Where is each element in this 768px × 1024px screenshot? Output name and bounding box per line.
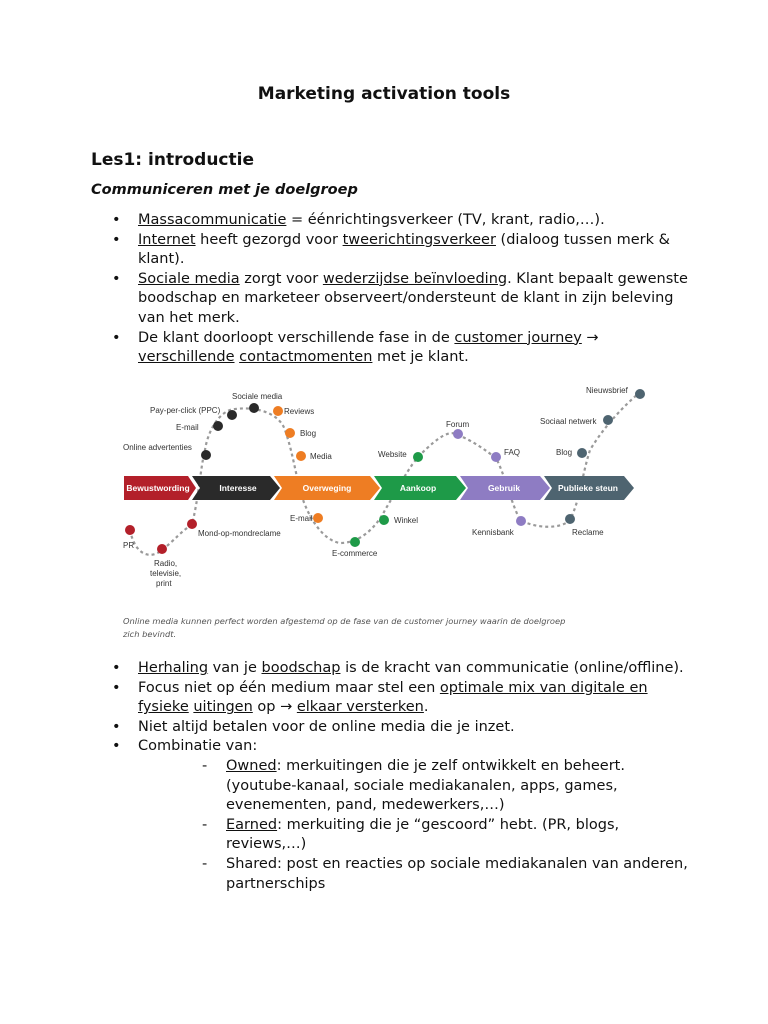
touchpoint-dot xyxy=(125,525,135,535)
item-text: De klant doorloopt verschillende fase in de xyxy=(138,329,455,346)
bullet-symbol: • xyxy=(112,679,121,696)
touchpoint-dot xyxy=(453,429,463,439)
touchpoint-dot xyxy=(273,406,283,416)
touchpoint-dot xyxy=(491,452,501,462)
touchpoint-label: televisie, xyxy=(150,569,182,578)
bullet-symbol: • xyxy=(112,212,121,228)
underlined-term: contactmomenten xyxy=(239,349,373,366)
underlined-term: customer journey xyxy=(454,329,582,346)
item-text: is de kracht van communicatie (online/offline). xyxy=(340,660,684,676)
touchpoint-label: Media xyxy=(310,452,332,461)
item-text: : merkuiting die je “gescoord” hebt. (PR, blogs, reviews,…) xyxy=(226,816,620,853)
underlined-term: Sociale media xyxy=(138,270,240,287)
underlined-term: Internet xyxy=(138,231,196,248)
underlined-term: verschillende xyxy=(138,349,235,366)
dash-symbol: - xyxy=(202,816,208,833)
touchpoint-label: Blog xyxy=(300,429,317,438)
caption-line: Online media kunnen perfect worden afgestemd op de fase van de customer journey waarin de doelgroep xyxy=(123,616,566,626)
touchpoint-dot xyxy=(635,389,645,399)
customer-journey-diagram xyxy=(120,380,650,645)
item-text: : merkuitingen die je zelf ontwikkelt en beheert. (youtube-kanaal, sociale mediakanalen, apps, games, evenementen, pand, medewerkers,…) xyxy=(226,757,625,814)
stage-label: Overweging xyxy=(302,483,352,493)
touchpoint-label: Pay-per-click (PPC) xyxy=(150,406,221,415)
bullet-symbol: • xyxy=(112,231,121,248)
touchpoint-dot xyxy=(565,514,575,524)
item-text: Shared: post en reacties op sociale mediakanalen van anderen, partnerschips xyxy=(226,855,688,892)
list-item xyxy=(91,679,691,718)
touchpoint-label: E-mail xyxy=(290,514,313,523)
underlined-term: Owned xyxy=(226,757,277,774)
stage-label: Gebruik xyxy=(487,483,521,493)
touchpoint-dot xyxy=(201,450,211,460)
touchpoint-label: Sociale media xyxy=(232,392,283,401)
section-subheading: Communiceren met je doelgroep xyxy=(91,182,358,198)
touchpoint-label: Forum xyxy=(446,420,470,429)
list-item xyxy=(91,718,691,738)
item-text: Combinatie van: xyxy=(138,738,258,755)
bullet-symbol: • xyxy=(112,329,121,346)
list-item xyxy=(91,231,691,270)
touchpoint-dot xyxy=(577,448,587,458)
touchpoint-label: Mond-op-mondreclame xyxy=(198,529,281,538)
bullet-symbol: • xyxy=(112,660,121,676)
touchpoint-label: Website xyxy=(378,450,407,459)
stage-label: Publieke steun xyxy=(558,483,618,493)
touchpoint-dot xyxy=(187,519,197,529)
arrow-icon: → xyxy=(581,329,599,346)
diagram-caption xyxy=(122,616,565,639)
underlined-term: elkaar versterken xyxy=(296,699,424,716)
sublist-item xyxy=(138,816,691,855)
touchpoint-dot xyxy=(350,537,360,547)
underlined-term: Herhaling xyxy=(138,660,209,676)
item-text: (dialoog tussen merk & klant). xyxy=(138,231,670,268)
touchpoint-dot xyxy=(296,451,306,461)
touchpoint-dot xyxy=(285,428,295,438)
underlined-term: Earned xyxy=(226,816,278,833)
item-text: met je klant. xyxy=(372,349,469,366)
touchpoint-label: Reviews xyxy=(284,407,315,416)
underlined-term: tweerichtingsverkeer xyxy=(342,231,496,248)
touchpoint-label: Radio, xyxy=(154,559,178,568)
sublist-item xyxy=(138,855,691,894)
dash-symbol: - xyxy=(202,757,208,774)
touchpoint-label: Reclame xyxy=(572,528,604,537)
combination-sublist xyxy=(138,757,691,894)
underlined-term: wederzijdse beïnvloeding xyxy=(322,270,508,287)
touchpoint-dot xyxy=(603,415,613,425)
sublist-item xyxy=(138,757,691,816)
touchpoint-dot xyxy=(379,515,389,525)
item-text: heeft gezorgd voor xyxy=(195,231,343,248)
customer-journey-figure xyxy=(120,380,650,645)
item-text: Niet altijd betalen voor de online media die je inzet. xyxy=(138,718,515,735)
stage-label: Interesse xyxy=(219,483,257,493)
dash-symbol: - xyxy=(202,855,208,872)
touchpoint-label: Sociaal netwerk xyxy=(540,417,597,426)
document-title: Marketing activation tools xyxy=(257,84,511,104)
intro-bullet-list xyxy=(91,211,691,368)
touchpoint-label: Nieuwsbrief xyxy=(586,386,628,395)
touchpoint-dot xyxy=(157,544,167,554)
touchpoint-dot xyxy=(227,410,237,420)
media-bullet-list xyxy=(91,659,691,894)
touchpoint-label: print xyxy=(156,579,172,588)
caption-line: zich bevindt. xyxy=(123,629,177,639)
touchpoint-label: Online advertenties xyxy=(123,443,192,452)
list-item xyxy=(91,211,691,231)
item-text: . xyxy=(423,699,429,716)
touchpoint-label: Winkel xyxy=(394,516,419,525)
list-item xyxy=(91,659,691,679)
touchpoint-label: Blog xyxy=(556,448,573,457)
item-text: = éénrichtingsverkeer (TV, krant, radio,…). xyxy=(286,212,605,228)
touchpoint-dot xyxy=(249,403,259,413)
touchpoint-label: FAQ xyxy=(504,448,521,457)
list-item xyxy=(91,737,691,894)
touchpoint-dot xyxy=(313,513,323,523)
touchpoint-label: E-mail xyxy=(176,423,199,432)
bullet-symbol: • xyxy=(112,270,121,287)
bullet-symbol: • xyxy=(112,738,121,755)
item-text: zorgt voor xyxy=(239,270,323,287)
item-text: Focus niet op één medium maar stel een xyxy=(138,679,440,696)
stage-label: Aankoop xyxy=(399,483,437,493)
item-text: . Klant bepaalt gewenste boodschap en marketeer observeert/ondersteunt de klant in zijn beleving van het merk. xyxy=(138,270,688,326)
underlined-term: uitingen xyxy=(193,699,253,716)
stage-label: Bewustwording xyxy=(126,483,190,493)
underlined-term: Massacommunicatie xyxy=(138,212,287,228)
touchpoint-dot xyxy=(413,452,423,462)
underlined-term: optimale mix van digitale en fysieke xyxy=(138,679,648,716)
touchpoint-label: Kennisbank xyxy=(472,528,514,537)
list-item xyxy=(91,329,691,368)
touchpoint-label: PR xyxy=(123,541,135,550)
item-text: van je xyxy=(208,660,262,676)
touchpoint-dot xyxy=(213,421,223,431)
touchpoint-dot xyxy=(516,516,526,526)
touchpoint-label: E-commerce xyxy=(332,549,378,558)
arrow-icon: op → xyxy=(252,699,297,716)
lesson-heading: Les1: introductie xyxy=(91,150,254,170)
bullet-symbol: • xyxy=(112,718,121,735)
underlined-term: boodschap xyxy=(261,660,341,676)
list-item xyxy=(91,270,691,329)
